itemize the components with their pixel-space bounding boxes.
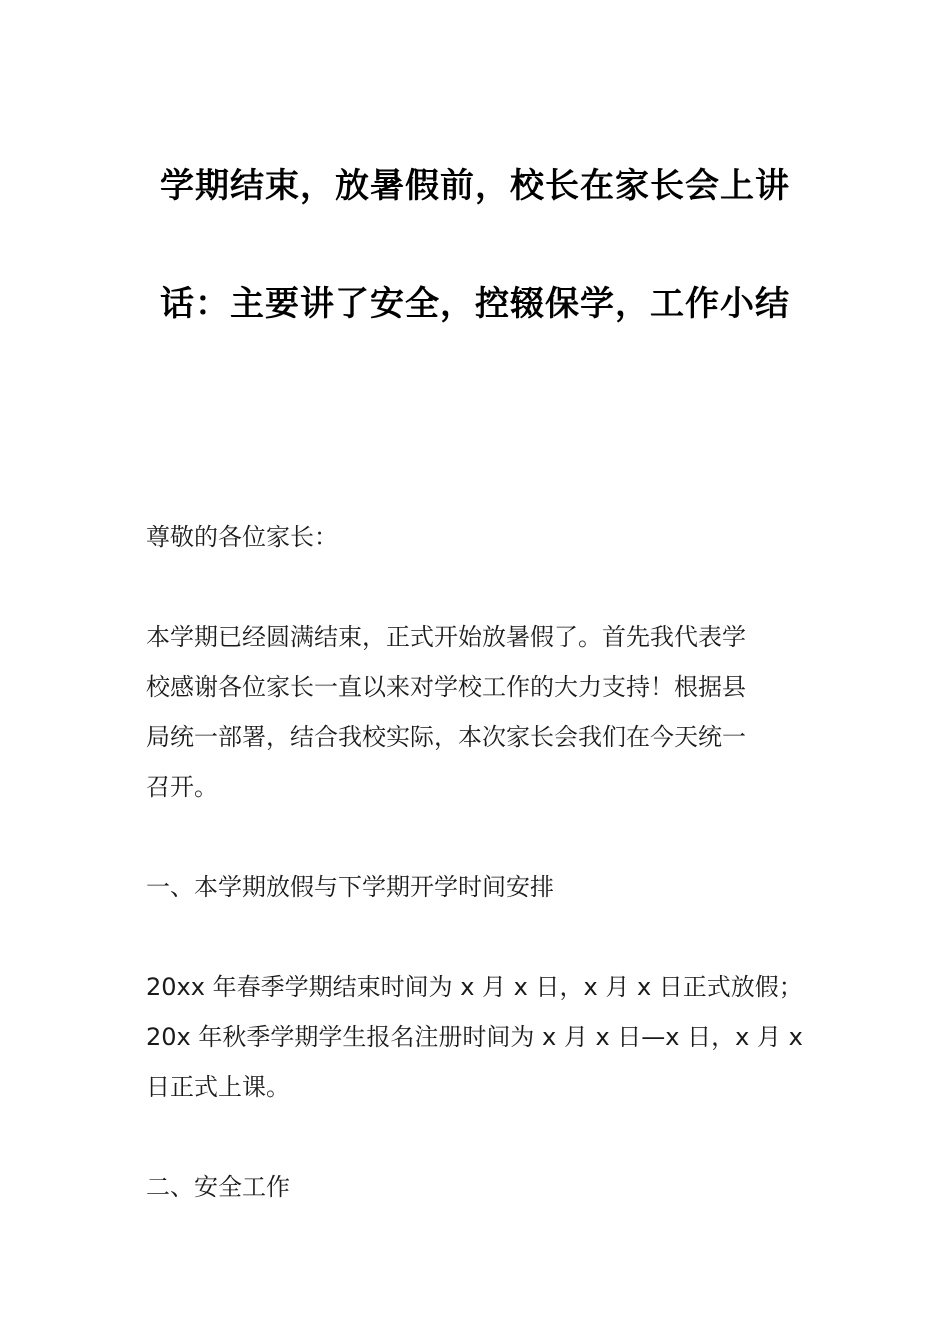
paragraph-line: 20x 年秋季学期学生报名注册时间为 x 月 x 日—x 日，x 月 x bbox=[146, 1023, 803, 1051]
paragraph-intro bbox=[146, 612, 814, 812]
document-title-line-2: 话：主要讲了安全，控辍保学，工作小结 bbox=[160, 284, 790, 324]
section-heading-schedule: 一、本学期放假与下学期开学时间安排 bbox=[146, 873, 554, 901]
section-heading-safety: 二、安全工作 bbox=[146, 1173, 290, 1201]
greeting: 尊敬的各位家长： bbox=[146, 523, 338, 551]
paragraph-line: 局统一部署，结合我校实际，本次家长会我们在今天统一 bbox=[146, 723, 746, 751]
paragraph-line: 召开。 bbox=[146, 773, 218, 801]
paragraph-line: 本学期已经圆满结束，正式开始放暑假了。首先我代表学 bbox=[146, 623, 746, 651]
document-title-line-1: 学期结束，放暑假前，校长在家长会上讲 bbox=[160, 166, 790, 206]
paragraph-line: 日正式上课。 bbox=[146, 1073, 290, 1101]
paragraph-schedule bbox=[146, 962, 814, 1112]
paragraph-line: 校感谢各位家长一直以来对学校工作的大力支持！根据县 bbox=[146, 673, 746, 701]
paragraph-line: 20xx 年春季学期结束时间为 x 月 x 日，x 月 x 日正式放假； bbox=[146, 973, 803, 1001]
